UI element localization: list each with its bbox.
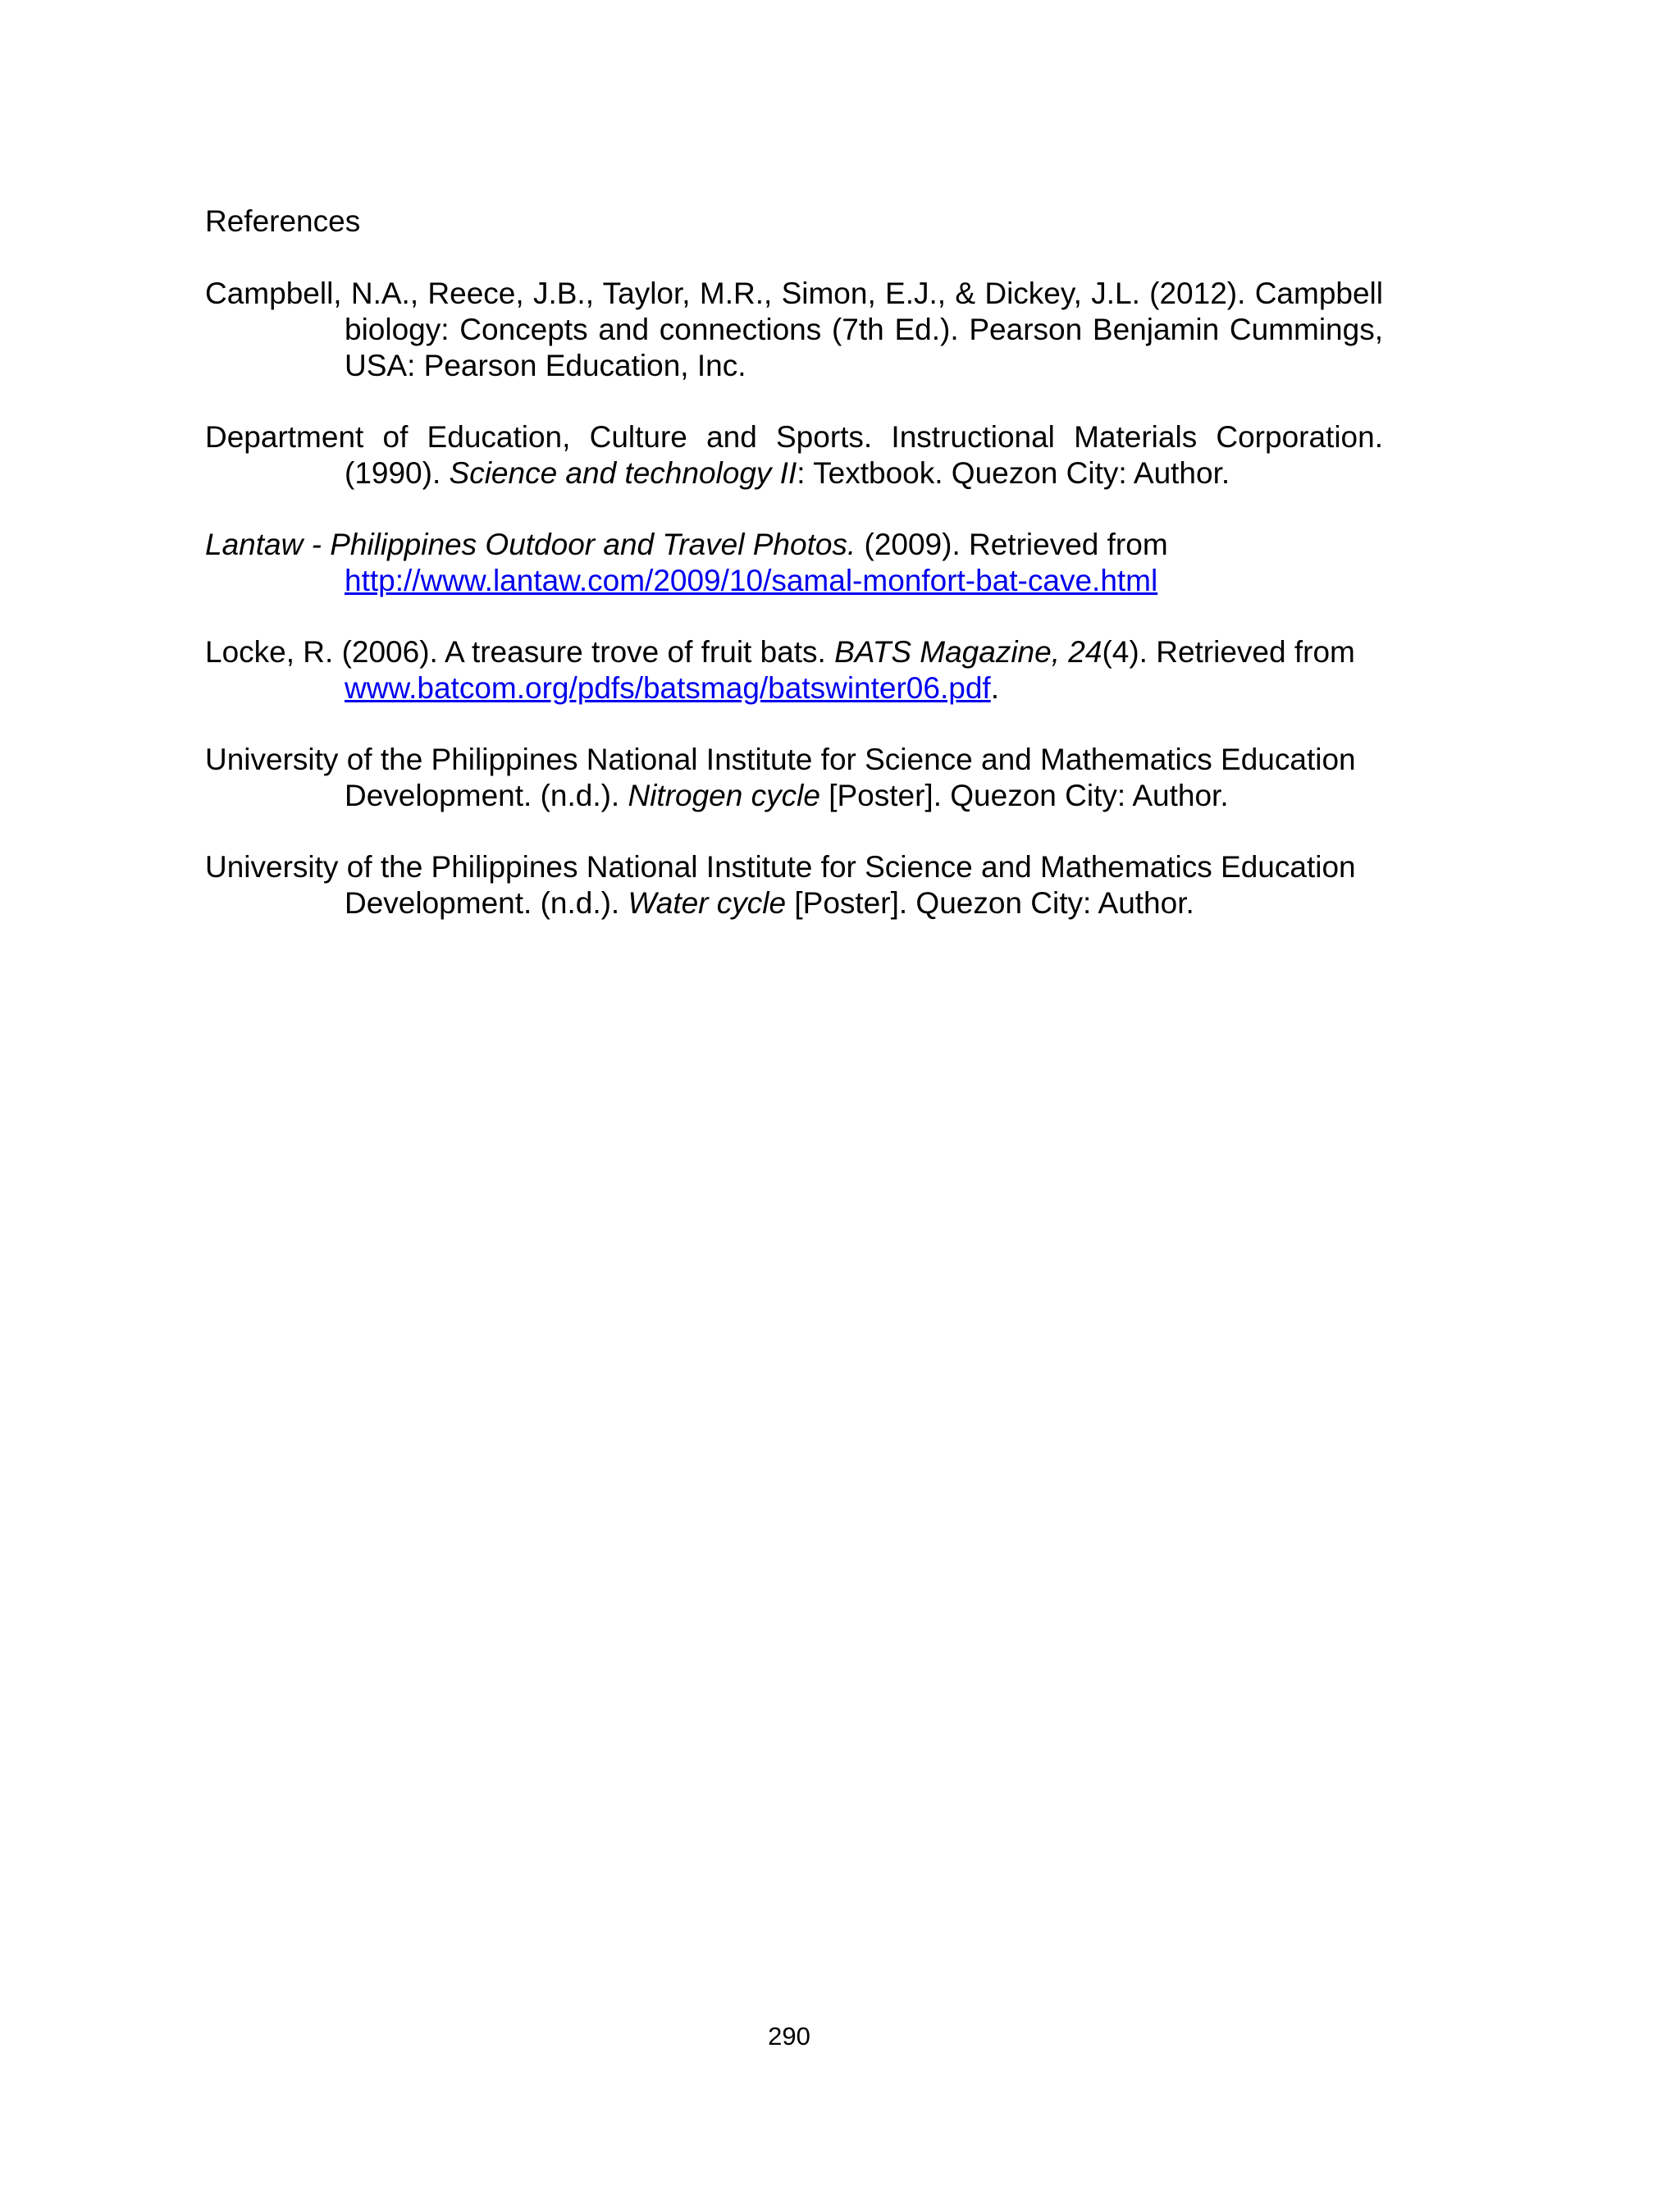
references-heading: References — [205, 204, 361, 238]
reference-text: [Poster]. Quezon City: Author. — [786, 886, 1194, 920]
reference-text: Locke, R. (2006). A treasure trove of fruit bats. — [205, 635, 835, 669]
reference-entry-deped — [205, 419, 1383, 491]
batcom-link[interactable]: www.batcom.org/pdfs/batsmag/batswinter06.pdf — [345, 671, 991, 705]
reference-title: Science and technology II — [449, 456, 797, 490]
reference-title: Nitrogen cycle — [628, 779, 820, 812]
reference-text: Department of Education, Culture and Sports. Instructional Materials Corporation. (1990). — [205, 420, 1383, 490]
reference-entry-locke — [205, 634, 1383, 706]
reference-text: Campbell, N.A., Reece, J.B., Taylor, M.R., Simon, E.J., & Dickey, J.L. (2012). Campbell biology: Concepts and connections (7th Ed.). Pearson Benjamin Cummings, USA: Pearson Education, Inc. — [205, 277, 1383, 382]
reference-text: University of the Philippines National Institute for Science and Mathematics Education Development. (n.d.). — [205, 850, 1356, 920]
reference-entry-lantaw — [205, 527, 1383, 599]
reference-entry-upnisme-water — [205, 849, 1383, 921]
reference-text: (4). Retrieved from — [1102, 635, 1355, 669]
reference-list — [205, 276, 1383, 957]
reference-text: : Textbook. Quezon City: Author. — [797, 456, 1230, 490]
reference-text: (2009). Retrieved from — [856, 528, 1168, 561]
reference-title: BATS Magazine, 24 — [834, 635, 1102, 669]
reference-text: [Poster]. Quezon City: Author. — [819, 779, 1229, 812]
reference-entry-campbell — [205, 276, 1383, 384]
reference-entry-upnisme-nitrogen — [205, 742, 1383, 814]
lantaw-link[interactable]: http://www.lantaw.com/2009/10/samal-monfort-bat-cave.html — [345, 564, 1158, 597]
reference-text: . — [990, 671, 999, 705]
reference-title: Water cycle — [628, 886, 787, 920]
reference-text: University of the Philippines National Institute for Science and Mathematics Education Development. (n.d.). — [205, 743, 1356, 812]
page-number: 290 — [768, 2022, 810, 2051]
reference-title: Lantaw - Philippines Outdoor and Travel Photos. — [205, 528, 856, 561]
